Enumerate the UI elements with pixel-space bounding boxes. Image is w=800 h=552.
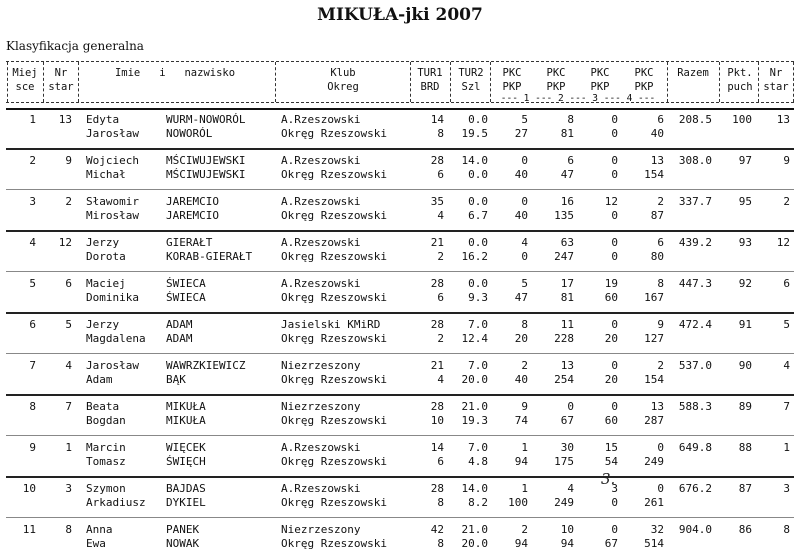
tur2-cell: 20.0 xyxy=(461,373,488,386)
start-number-cell: 2 xyxy=(65,195,72,208)
pkc4-cell: 0 xyxy=(657,441,664,454)
pkc3-cell: 0 xyxy=(611,168,618,181)
start-number-cell: 1 xyxy=(783,441,790,454)
first-name-cell: Michał xyxy=(86,168,126,181)
total-cell: 649.8 xyxy=(678,441,712,454)
tur2-cell: 14.0 xyxy=(461,154,488,167)
first-name-cell: Anna xyxy=(86,523,113,536)
start-number-cell: 9 xyxy=(65,154,72,167)
pkc4-cell: 127 xyxy=(644,332,664,345)
pkc4-cell: 0 xyxy=(657,482,664,495)
header-bottom-rule xyxy=(6,102,794,103)
pkc1-cell: 20 xyxy=(514,332,528,345)
header-pkc4: PKC PKP xyxy=(634,67,654,93)
last-name-cell: WAWRZKIEWICZ xyxy=(166,359,246,372)
pkc3-cell: 54 xyxy=(604,455,618,468)
page-subtitle: Klasyfikacja generalna xyxy=(6,39,144,53)
row-separator xyxy=(6,312,794,314)
tur1-cell: 28 xyxy=(430,482,444,495)
last-name-cell: NOWAK xyxy=(166,537,200,550)
tur2-cell: 8.2 xyxy=(468,496,488,509)
tur1-cell: 42 xyxy=(430,523,444,536)
start-number-cell: 6 xyxy=(783,277,790,290)
start-number-cell: 7 xyxy=(783,400,790,413)
first-name-cell: Mirosław xyxy=(86,209,139,222)
first-name-cell: Jerzy xyxy=(86,236,120,249)
cup-points-cell: 97 xyxy=(738,154,752,167)
header-nr-star-2: Nr star xyxy=(763,67,789,93)
tur2-cell: 7.0 xyxy=(468,441,488,454)
header-divider xyxy=(43,62,44,102)
header-tur2: TUR2 Szl xyxy=(458,67,484,93)
tur1-cell: 2 xyxy=(437,332,444,345)
place-cell: 5 xyxy=(29,277,36,290)
tur1-cell: 35 xyxy=(430,195,444,208)
tur2-cell: 9.3 xyxy=(468,291,488,304)
header-pkt-puch: Pkt. puch xyxy=(727,67,753,93)
header-divider xyxy=(490,62,491,102)
total-cell: 676.2 xyxy=(678,482,712,495)
table-top-border xyxy=(6,108,794,110)
place-cell: 2 xyxy=(29,154,36,167)
club-cell: Niezrzeszony xyxy=(281,359,361,372)
pkc1-cell: 74 xyxy=(514,414,528,427)
tur2-cell: 6.7 xyxy=(468,209,488,222)
first-name-cell: Dominika xyxy=(86,291,139,304)
pkc3-cell: 60 xyxy=(604,414,618,427)
pkc3-cell: 0 xyxy=(611,523,618,536)
pkc1-cell: 40 xyxy=(514,373,528,386)
pkc3-cell: 20 xyxy=(604,332,618,345)
tur2-cell: 12.4 xyxy=(461,332,488,345)
header-tur1: TUR1 BRD xyxy=(417,67,443,93)
header-nr-star: Nr star xyxy=(48,67,74,93)
pkc1-cell: 27 xyxy=(514,127,528,140)
place-cell: 11 xyxy=(22,523,36,536)
tur2-cell: 7.0 xyxy=(468,318,488,331)
pkc4-cell: 261 xyxy=(644,496,664,509)
pkc2-cell: 16 xyxy=(560,195,574,208)
start-number-cell: 3 xyxy=(783,482,790,495)
pkc4-cell: 87 xyxy=(650,209,664,222)
pkc1-cell: 2 xyxy=(521,359,528,372)
club-cell: Okręg Rzeszowski xyxy=(281,250,387,263)
tur1-cell: 8 xyxy=(437,496,444,509)
total-cell: 447.3 xyxy=(678,277,712,290)
last-name-cell: ŚWIĘCH xyxy=(166,455,206,468)
first-name-cell: Wojciech xyxy=(86,154,139,167)
total-cell: 208.5 xyxy=(678,113,712,126)
pkc2-cell: 17 xyxy=(560,277,574,290)
pkc2-cell: 94 xyxy=(560,537,574,550)
pkc1-cell: 0 xyxy=(521,154,528,167)
tur1-cell: 2 xyxy=(437,250,444,263)
pkc3-cell: 0 xyxy=(611,359,618,372)
pkc4-cell: 2 xyxy=(657,359,664,372)
pkc4-cell: 154 xyxy=(644,168,664,181)
pkc4-cell: 167 xyxy=(644,291,664,304)
pkc2-cell: 228 xyxy=(554,332,574,345)
first-name-cell: Bogdan xyxy=(86,414,126,427)
pkc4-cell: 80 xyxy=(650,250,664,263)
pkc2-cell: 249 xyxy=(554,496,574,509)
tur1-cell: 8 xyxy=(437,127,444,140)
pkc3-cell: 0 xyxy=(611,209,618,222)
header-divider xyxy=(7,62,8,102)
tur2-cell: 0.0 xyxy=(468,113,488,126)
tur1-cell: 21 xyxy=(430,359,444,372)
start-number-cell: 12 xyxy=(776,236,790,249)
club-cell: Okręg Rzeszowski xyxy=(281,455,387,468)
club-cell: A.Rzeszowski xyxy=(281,195,361,208)
pkc2-cell: 135 xyxy=(554,209,574,222)
pkc2-cell: 63 xyxy=(560,236,574,249)
pkc4-cell: 8 xyxy=(657,277,664,290)
tur2-cell: 16.2 xyxy=(461,250,488,263)
cup-points-cell: 86 xyxy=(738,523,752,536)
row-separator xyxy=(6,435,794,436)
first-name-cell: Dorota xyxy=(86,250,126,263)
total-cell: 588.3 xyxy=(678,400,712,413)
pkc4-cell: 6 xyxy=(657,113,664,126)
first-name-cell: Marcin xyxy=(86,441,126,454)
header-pkc-group: --- 1 --- 2 --- 3 --- 4 --- xyxy=(500,93,656,104)
pkc3-cell: 0 xyxy=(611,127,618,140)
tur1-cell: 10 xyxy=(430,414,444,427)
last-name-cell: ŚWIECA xyxy=(166,291,206,304)
cup-points-cell: 90 xyxy=(738,359,752,372)
first-name-cell: Edyta xyxy=(86,113,120,126)
start-number-cell: 4 xyxy=(783,359,790,372)
tur1-cell: 14 xyxy=(430,441,444,454)
pkc3-cell: 19 xyxy=(604,277,618,290)
pkc2-cell: 6 xyxy=(567,154,574,167)
header-top-rule xyxy=(6,61,794,62)
page-title: MIKUŁA-jki 2007 xyxy=(317,5,483,25)
start-number-cell: 4 xyxy=(65,359,72,372)
last-name-cell: MŚCIWUJEWSKI xyxy=(166,168,246,181)
pkc1-cell: 1 xyxy=(521,482,528,495)
pkc4-cell: 249 xyxy=(644,455,664,468)
pkc3-cell: 0 xyxy=(611,400,618,413)
pkc4-cell: 6 xyxy=(657,236,664,249)
start-number-cell: 5 xyxy=(65,318,72,331)
last-name-cell: ADAM xyxy=(166,332,193,345)
last-name-cell: JAREMCIO xyxy=(166,195,219,208)
pkc2-cell: 0 xyxy=(567,400,574,413)
tur1-cell: 28 xyxy=(430,277,444,290)
pkc2-cell: 30 xyxy=(560,441,574,454)
pkc4-cell: 514 xyxy=(644,537,664,550)
pkc3-cell: 0 xyxy=(611,318,618,331)
place-cell: 7 xyxy=(29,359,36,372)
pkc1-cell: 9 xyxy=(521,400,528,413)
pkc3-cell: 67 xyxy=(604,537,618,550)
header-klub-okreg: Klub Okreg xyxy=(327,67,359,93)
start-number-cell: 1 xyxy=(65,441,72,454)
tur2-cell: 19.3 xyxy=(461,414,488,427)
club-cell: Okręg Rzeszowski xyxy=(281,332,387,345)
tur2-cell: 7.0 xyxy=(468,359,488,372)
place-cell: 6 xyxy=(29,318,36,331)
last-name-cell: MIKUŁA xyxy=(166,400,206,413)
header-divider xyxy=(78,62,79,102)
tur2-cell: 20.0 xyxy=(461,537,488,550)
row-separator xyxy=(6,353,794,354)
place-cell: 4 xyxy=(29,236,36,249)
pkc2-cell: 247 xyxy=(554,250,574,263)
header-pkc3: PKC PKP xyxy=(590,67,610,93)
cup-points-cell: 91 xyxy=(738,318,752,331)
cup-points-cell: 87 xyxy=(738,482,752,495)
last-name-cell: MŚCIWUJEWSKI xyxy=(166,154,246,167)
place-cell: 8 xyxy=(29,400,36,413)
tur1-cell: 4 xyxy=(437,209,444,222)
total-cell: 308.0 xyxy=(678,154,712,167)
header-divider xyxy=(719,62,720,102)
cup-points-cell: 89 xyxy=(738,400,752,413)
pkc2-cell: 47 xyxy=(560,168,574,181)
row-separator xyxy=(6,271,794,272)
first-name-cell: Adam xyxy=(86,373,113,386)
start-number-cell: 8 xyxy=(783,523,790,536)
club-cell: Okręg Rzeszowski xyxy=(281,168,387,181)
pkc2-cell: 10 xyxy=(560,523,574,536)
pkc1-cell: 0 xyxy=(521,195,528,208)
tur2-cell: 0.0 xyxy=(468,236,488,249)
row-separator xyxy=(6,189,794,190)
club-cell: A.Rzeszowski xyxy=(281,113,361,126)
row-separator xyxy=(6,148,794,150)
pkc4-cell: 40 xyxy=(650,127,664,140)
club-cell: A.Rzeszowski xyxy=(281,277,361,290)
pkc1-cell: 5 xyxy=(521,277,528,290)
last-name-cell: MIKUŁA xyxy=(166,414,206,427)
header-divider xyxy=(793,62,794,102)
pkc1-cell: 5 xyxy=(521,113,528,126)
last-name-cell: ADAM xyxy=(166,318,193,331)
pkc2-cell: 175 xyxy=(554,455,574,468)
total-cell: 439.2 xyxy=(678,236,712,249)
row-separator xyxy=(6,230,794,232)
pkc4-cell: 32 xyxy=(650,523,664,536)
first-name-cell: Beata xyxy=(86,400,120,413)
last-name-cell: DYKIEL xyxy=(166,496,206,509)
first-name-cell: Jerzy xyxy=(86,318,120,331)
pkc3-cell: 0 xyxy=(611,250,618,263)
tur1-cell: 21 xyxy=(430,236,444,249)
tur2-cell: 0.0 xyxy=(468,168,488,181)
last-name-cell: ŚWIECA xyxy=(166,277,206,290)
club-cell: Okręg Rzeszowski xyxy=(281,537,387,550)
club-cell: Okręg Rzeszowski xyxy=(281,209,387,222)
pkc4-cell: 154 xyxy=(644,373,664,386)
pkc3-cell: 60 xyxy=(604,291,618,304)
start-number-cell: 9 xyxy=(783,154,790,167)
start-number-cell: 7 xyxy=(65,400,72,413)
pkc2-cell: 81 xyxy=(560,127,574,140)
total-cell: 904.0 xyxy=(678,523,712,536)
cup-points-cell: 95 xyxy=(738,195,752,208)
pkc1-cell: 94 xyxy=(514,537,528,550)
header-divider xyxy=(450,62,451,102)
club-cell: A.Rzeszowski xyxy=(281,236,361,249)
start-number-cell: 2 xyxy=(783,195,790,208)
pkc3-cell: 20 xyxy=(604,373,618,386)
cup-points-cell: 93 xyxy=(738,236,752,249)
first-name-cell: Szymon xyxy=(86,482,126,495)
place-cell: 1 xyxy=(29,113,36,126)
pkc1-cell: 100 xyxy=(508,496,528,509)
club-cell: A.Rzeszowski xyxy=(281,482,361,495)
last-name-cell: BAJDAS xyxy=(166,482,206,495)
first-name-cell: Maciej xyxy=(86,277,126,290)
last-name-cell: WURM-NOWORÓL xyxy=(166,113,246,126)
first-name-cell: Arkadiusz xyxy=(86,496,146,509)
tur1-cell: 28 xyxy=(430,318,444,331)
pkc1-cell: 4 xyxy=(521,236,528,249)
club-cell: Niezrzeszony xyxy=(281,523,361,536)
pkc2-cell: 4 xyxy=(567,482,574,495)
club-cell: Okręg Rzeszowski xyxy=(281,496,387,509)
pkc2-cell: 67 xyxy=(560,414,574,427)
header-pkc1: PKC PKP xyxy=(502,67,522,93)
pkc2-cell: 8 xyxy=(567,113,574,126)
pkc4-cell: 2 xyxy=(657,195,664,208)
club-cell: Okręg Rzeszowski xyxy=(281,127,387,140)
cup-points-cell: 92 xyxy=(738,277,752,290)
total-cell: 337.7 xyxy=(678,195,712,208)
pkc1-cell: 47 xyxy=(514,291,528,304)
start-number-cell: 12 xyxy=(58,236,72,249)
tur2-cell: 14.0 xyxy=(461,482,488,495)
cup-points-cell: 88 xyxy=(738,441,752,454)
first-name-cell: Sławomir xyxy=(86,195,139,208)
header-divider xyxy=(667,62,668,102)
club-cell: Okręg Rzeszowski xyxy=(281,373,387,386)
pkc2-cell: 13 xyxy=(560,359,574,372)
pkc1-cell: 40 xyxy=(514,209,528,222)
cup-points-cell: 100 xyxy=(732,113,752,126)
tur1-cell: 6 xyxy=(437,168,444,181)
total-cell: 472.4 xyxy=(678,318,712,331)
pkc4-cell: 287 xyxy=(644,414,664,427)
start-number-cell: 6 xyxy=(65,277,72,290)
row-separator xyxy=(6,476,794,478)
handwritten-mark: 3. xyxy=(601,470,616,488)
first-name-cell: Tomasz xyxy=(86,455,126,468)
club-cell: Niezrzeszony xyxy=(281,400,361,413)
pkc4-cell: 13 xyxy=(650,154,664,167)
pkc3-cell: 12 xyxy=(604,195,618,208)
start-number-cell: 13 xyxy=(776,113,790,126)
pkc1-cell: 94 xyxy=(514,455,528,468)
pkc2-cell: 254 xyxy=(554,373,574,386)
row-separator xyxy=(6,517,794,518)
total-cell: 537.0 xyxy=(678,359,712,372)
last-name-cell: JAREMCIO xyxy=(166,209,219,222)
tur1-cell: 28 xyxy=(430,400,444,413)
start-number-cell: 8 xyxy=(65,523,72,536)
tur1-cell: 6 xyxy=(437,291,444,304)
header-razem: Razem xyxy=(677,67,709,79)
tur2-cell: 0.0 xyxy=(468,277,488,290)
first-name-cell: Jarosław xyxy=(86,127,139,140)
header-divider xyxy=(410,62,411,102)
first-name-cell: Magdalena xyxy=(86,332,146,345)
last-name-cell: KORAB-GIERAŁT xyxy=(166,250,253,263)
tur1-cell: 8 xyxy=(437,537,444,550)
club-cell: A.Rzeszowski xyxy=(281,441,361,454)
tur2-cell: 0.0 xyxy=(468,195,488,208)
last-name-cell: WIĘCEK xyxy=(166,441,206,454)
tur1-cell: 14 xyxy=(430,113,444,126)
pkc4-cell: 13 xyxy=(650,400,664,413)
first-name-cell: Jarosław xyxy=(86,359,139,372)
tur1-cell: 6 xyxy=(437,455,444,468)
last-name-cell: GIERAŁT xyxy=(166,236,213,249)
tur2-cell: 4.8 xyxy=(468,455,488,468)
header-divider xyxy=(275,62,276,102)
tur1-cell: 4 xyxy=(437,373,444,386)
club-cell: Okręg Rzeszowski xyxy=(281,291,387,304)
start-number-cell: 3 xyxy=(65,482,72,495)
place-cell: 3 xyxy=(29,195,36,208)
pkc1-cell: 0 xyxy=(521,250,528,263)
pkc3-cell: 3 xyxy=(611,482,618,495)
pkc1-cell: 40 xyxy=(514,168,528,181)
pkc1-cell: 2 xyxy=(521,523,528,536)
start-number-cell: 13 xyxy=(58,113,72,126)
pkc1-cell: 1 xyxy=(521,441,528,454)
last-name-cell: NOWORÓL xyxy=(166,127,213,140)
header-pkc2: PKC PKP xyxy=(546,67,566,93)
pkc1-cell: 8 xyxy=(521,318,528,331)
tur2-cell: 21.0 xyxy=(461,400,488,413)
pkc3-cell: 0 xyxy=(611,154,618,167)
last-name-cell: BĄK xyxy=(166,373,186,386)
tur2-cell: 21.0 xyxy=(461,523,488,536)
pkc2-cell: 11 xyxy=(560,318,574,331)
header-miejsce: Miej sce xyxy=(12,67,38,93)
pkc2-cell: 81 xyxy=(560,291,574,304)
club-cell: Jasielski KMiRD xyxy=(281,318,381,331)
pkc3-cell: 0 xyxy=(611,113,618,126)
row-separator xyxy=(6,394,794,396)
pkc3-cell: 0 xyxy=(611,236,618,249)
pkc4-cell: 9 xyxy=(657,318,664,331)
header-divider xyxy=(758,62,759,102)
place-cell: 10 xyxy=(22,482,36,495)
tur2-cell: 19.5 xyxy=(461,127,488,140)
club-cell: Okręg Rzeszowski xyxy=(281,414,387,427)
pkc3-cell: 15 xyxy=(604,441,618,454)
pkc3-cell: 0 xyxy=(611,496,618,509)
header-imie-nazwisko: Imie i nazwisko xyxy=(114,67,236,79)
start-number-cell: 5 xyxy=(783,318,790,331)
first-name-cell: Ewa xyxy=(86,537,106,550)
last-name-cell: PANEK xyxy=(166,523,200,536)
place-cell: 9 xyxy=(29,441,36,454)
tur1-cell: 28 xyxy=(430,154,444,167)
club-cell: A.Rzeszowski xyxy=(281,154,361,167)
